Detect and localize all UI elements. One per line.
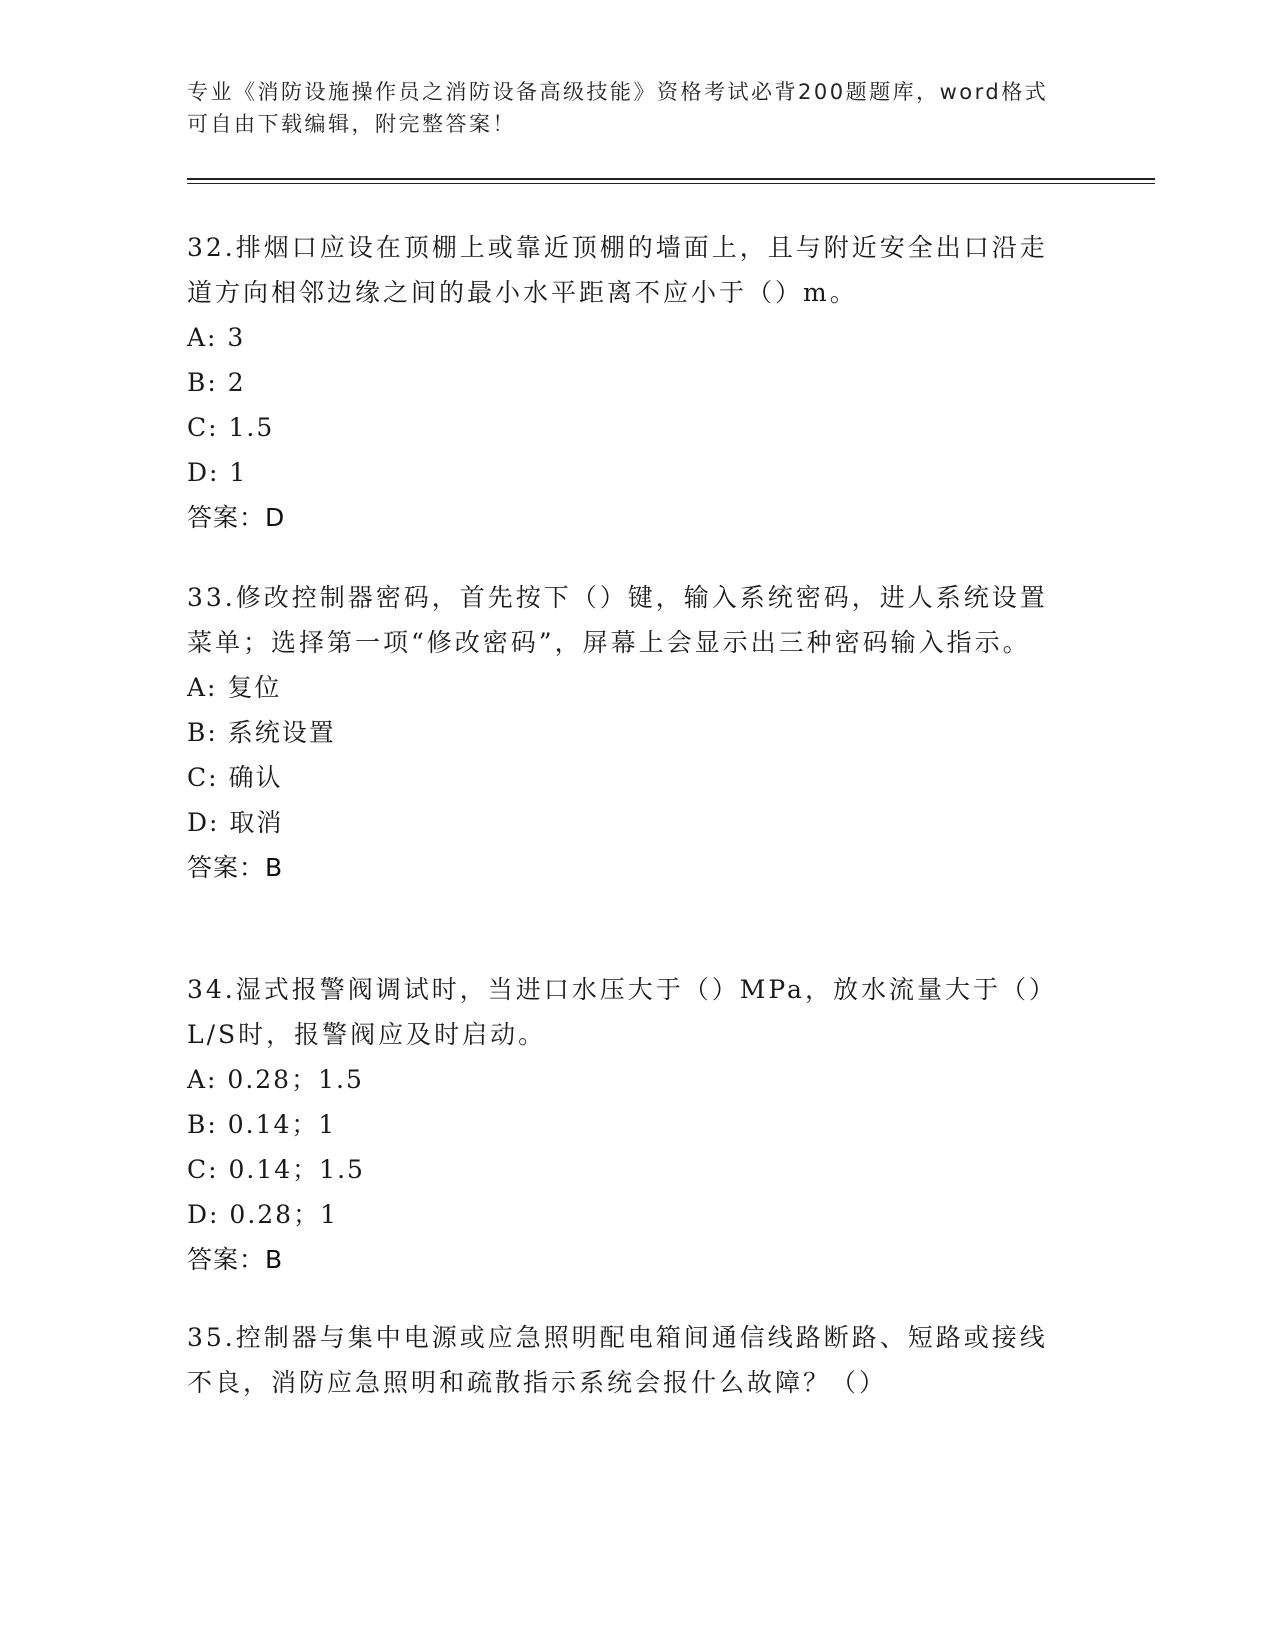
option-a: A: 3: [187, 323, 246, 352]
option-b: B: 0.14；1: [187, 1110, 337, 1139]
header-intro: 专业《消防设施操作员之消防设备高级技能》资格考试必背200题题库，word格式可自由下载编辑，附完整答案！: [187, 80, 1049, 136]
option-b: B: 系统设置: [187, 718, 336, 747]
option-b: B: 2: [187, 368, 246, 397]
answer: 答案：D: [187, 503, 286, 532]
option-a: A: 0.28；1.5: [187, 1065, 364, 1094]
option-a: A: 复位: [187, 673, 282, 702]
question-stem: 35.控制器与集中电源或应急照明配电箱间通信线路断路、短路或接线不良，消防应急照明和疏散指示系统会报什么故障？（）: [187, 1323, 1048, 1397]
question-stem: 32.排烟口应设在顶棚上或靠近顶棚的墙面上，且与附近安全出口沿走道方向相邻边缘之间的最小水平距离不应小于（）m。: [187, 233, 1048, 307]
question-33: [187, 575, 1067, 890]
question-stem: 33.修改控制器密码，首先按下（）键，输入系统密码，进人系统设置菜单；选择第一项“修改密码”，屏幕上会显示出三种密码输入指示。: [187, 583, 1048, 657]
question-stem: 34.湿式报警阀调试时，当进口水压大于（）MPa，放水流量大于（）L/S时，报警阀应及时启动。: [187, 975, 1057, 1049]
option-c: C: 1.5: [187, 413, 275, 442]
answer: 答案：B: [187, 853, 284, 882]
option-c: C: 确认: [187, 763, 283, 792]
question-34: [187, 967, 1067, 1282]
question-35: [187, 1315, 1067, 1405]
option-d: D: 0.28；1: [187, 1200, 338, 1229]
option-d: D: 取消: [187, 808, 284, 837]
option-d: D: 1: [187, 458, 248, 487]
option-c: C: 0.14；1.5: [187, 1155, 365, 1184]
header-divider: [187, 178, 1155, 184]
question-32: [187, 225, 1067, 540]
answer: 答案：B: [187, 1245, 284, 1274]
